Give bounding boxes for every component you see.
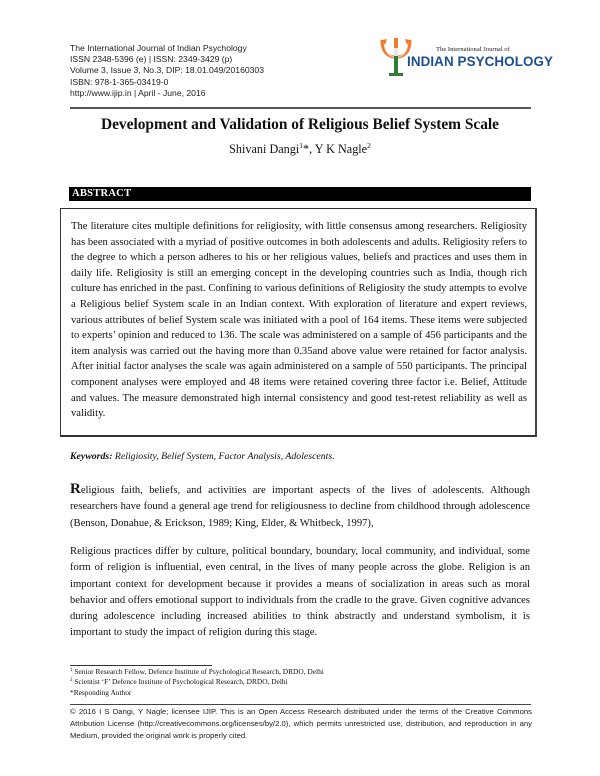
abstract-box [60,208,537,437]
keywords [70,451,335,462]
footnote-text: *Responding Author [70,687,132,697]
author-separator: , [309,142,315,156]
copyright-notice: © 2016 I S Dangi, Y Nagle; licensee IJIP. This is an Open Access Research distributed under the terms of the Creative Commons Attribution License (http://creativecommons.org/licenses/by/2.0), which permits unrestricted use, distribution, and reproduction in any Medium, provided the original work is properly cited. [70,707,532,740]
author-name: Y K Nagle [314,142,368,156]
copyright-rule [70,704,531,705]
footnote-text: Scientist ‘F’ Defence Institute of Psychological Research, DRDO, Delhi [72,677,288,687]
paragraph-text: eligious faith, beliefs, and activities are important aspects of the lives of adolescents. Although researchers have found a general age trend for religiousness to decline from childhood through adolescence (Benson, Donahue, & Erickson, 1989; King, Elder, & Whitbeck, 1997), [70,485,530,529]
footnote-item [70,667,324,677]
logo-title: INDIAN PSYCHOLOGY [407,54,554,69]
volume-issue: Volume 3, Issue 3, No.3, DIP: 18.01.049/20160303 [70,65,264,76]
article-title: Development and Validation of Religious Belief System Scale [100,116,500,133]
abstract-heading-bar [69,187,531,201]
drop-cap: R [70,481,81,497]
author-list [60,142,540,157]
journal-meta [70,43,264,99]
body-paragraph: Religious practices differ by culture, political boundary, boundary, local community, and individual, some form of religion is influential, even central, in the lives of many people across the globe. Religion is an important context for development because it provides a means of socialization in areas such as moral behavior and offers emotional support to individuals from the cradle to the grave. Given cognitive advances during adolescence including increased abilities to think abstractly and understand symbolism, it is important to study the impact of religion during this stage. [70,546,530,639]
keywords-value: Religiosity, Belief System, Factor Analysis, Adolescents. [112,451,335,462]
author-affiliation-sup: 1 [299,141,303,150]
header-rule [70,107,531,109]
keywords-label: Keywords: [70,451,113,462]
abstract-text: The literature cites multiple definitions for religiosity, with little consensus among researchers. Religiosity has been associated with a myriad of positive outcomes in both adolescents and adults. Religiosity refers to the degree to which a person adheres to his or her religious values, beliefs and practices and uses them in daily life. Religiosity is still an emerging concept in the developing countries such as India, though rich culture has enriched in the past. Confining to various definitions of Religiosity the study attempts to evolve a Religious belief System scale in an Indian context. With exploration of literature and expert reviews, various attributes of belief System scale was initiated with a pool of 164 items. These items were subjected to experts’ opinion and reduced to 136. The scale was administered on a sample of 456 participants and the item analysis was carried out the having more than 0.35and above value were retained for factor analysis. After initial factor analyses the scale was again administered on a sample of 550 participants. The principal component analyses were employed and 48 items were retained covering three factor i.e. Belief, Attitude and values. The measure demonstrated high internal consistency and good test-retest reliability as well as validity. [71,221,527,420]
corresponding-mark: * [302,142,310,156]
footnote-item [70,677,324,687]
footnotes [70,667,324,698]
author-name: Shivani Dangi [229,142,300,156]
journal-name: The International Journal of Indian Psychology [70,43,247,53]
issn: ISSN 2348-5396 (e) | ISSN: 2349-3429 (p) [70,54,233,65]
author-affiliation-sup: 2 [367,141,371,150]
footnote-text: Senior Research Fellow, Defence Institute of Psychological Research, DRDO, Delhi [72,667,324,676]
footnote-sup: 2 [70,678,73,684]
footnote-rule [70,665,212,666]
body-paragraph [70,481,530,532]
footnote-sup: 1 [70,668,73,673]
website-date: http://www.ijip.in | April - June, 2016 [70,87,206,98]
journal-logo [380,36,554,78]
abstract-heading: ABSTRACT [72,188,132,199]
isbn: ISBN: 978-1-365-03419-0 [70,76,169,87]
logo-subtitle: The International Journal of [436,46,510,53]
footnote-item [70,688,324,698]
